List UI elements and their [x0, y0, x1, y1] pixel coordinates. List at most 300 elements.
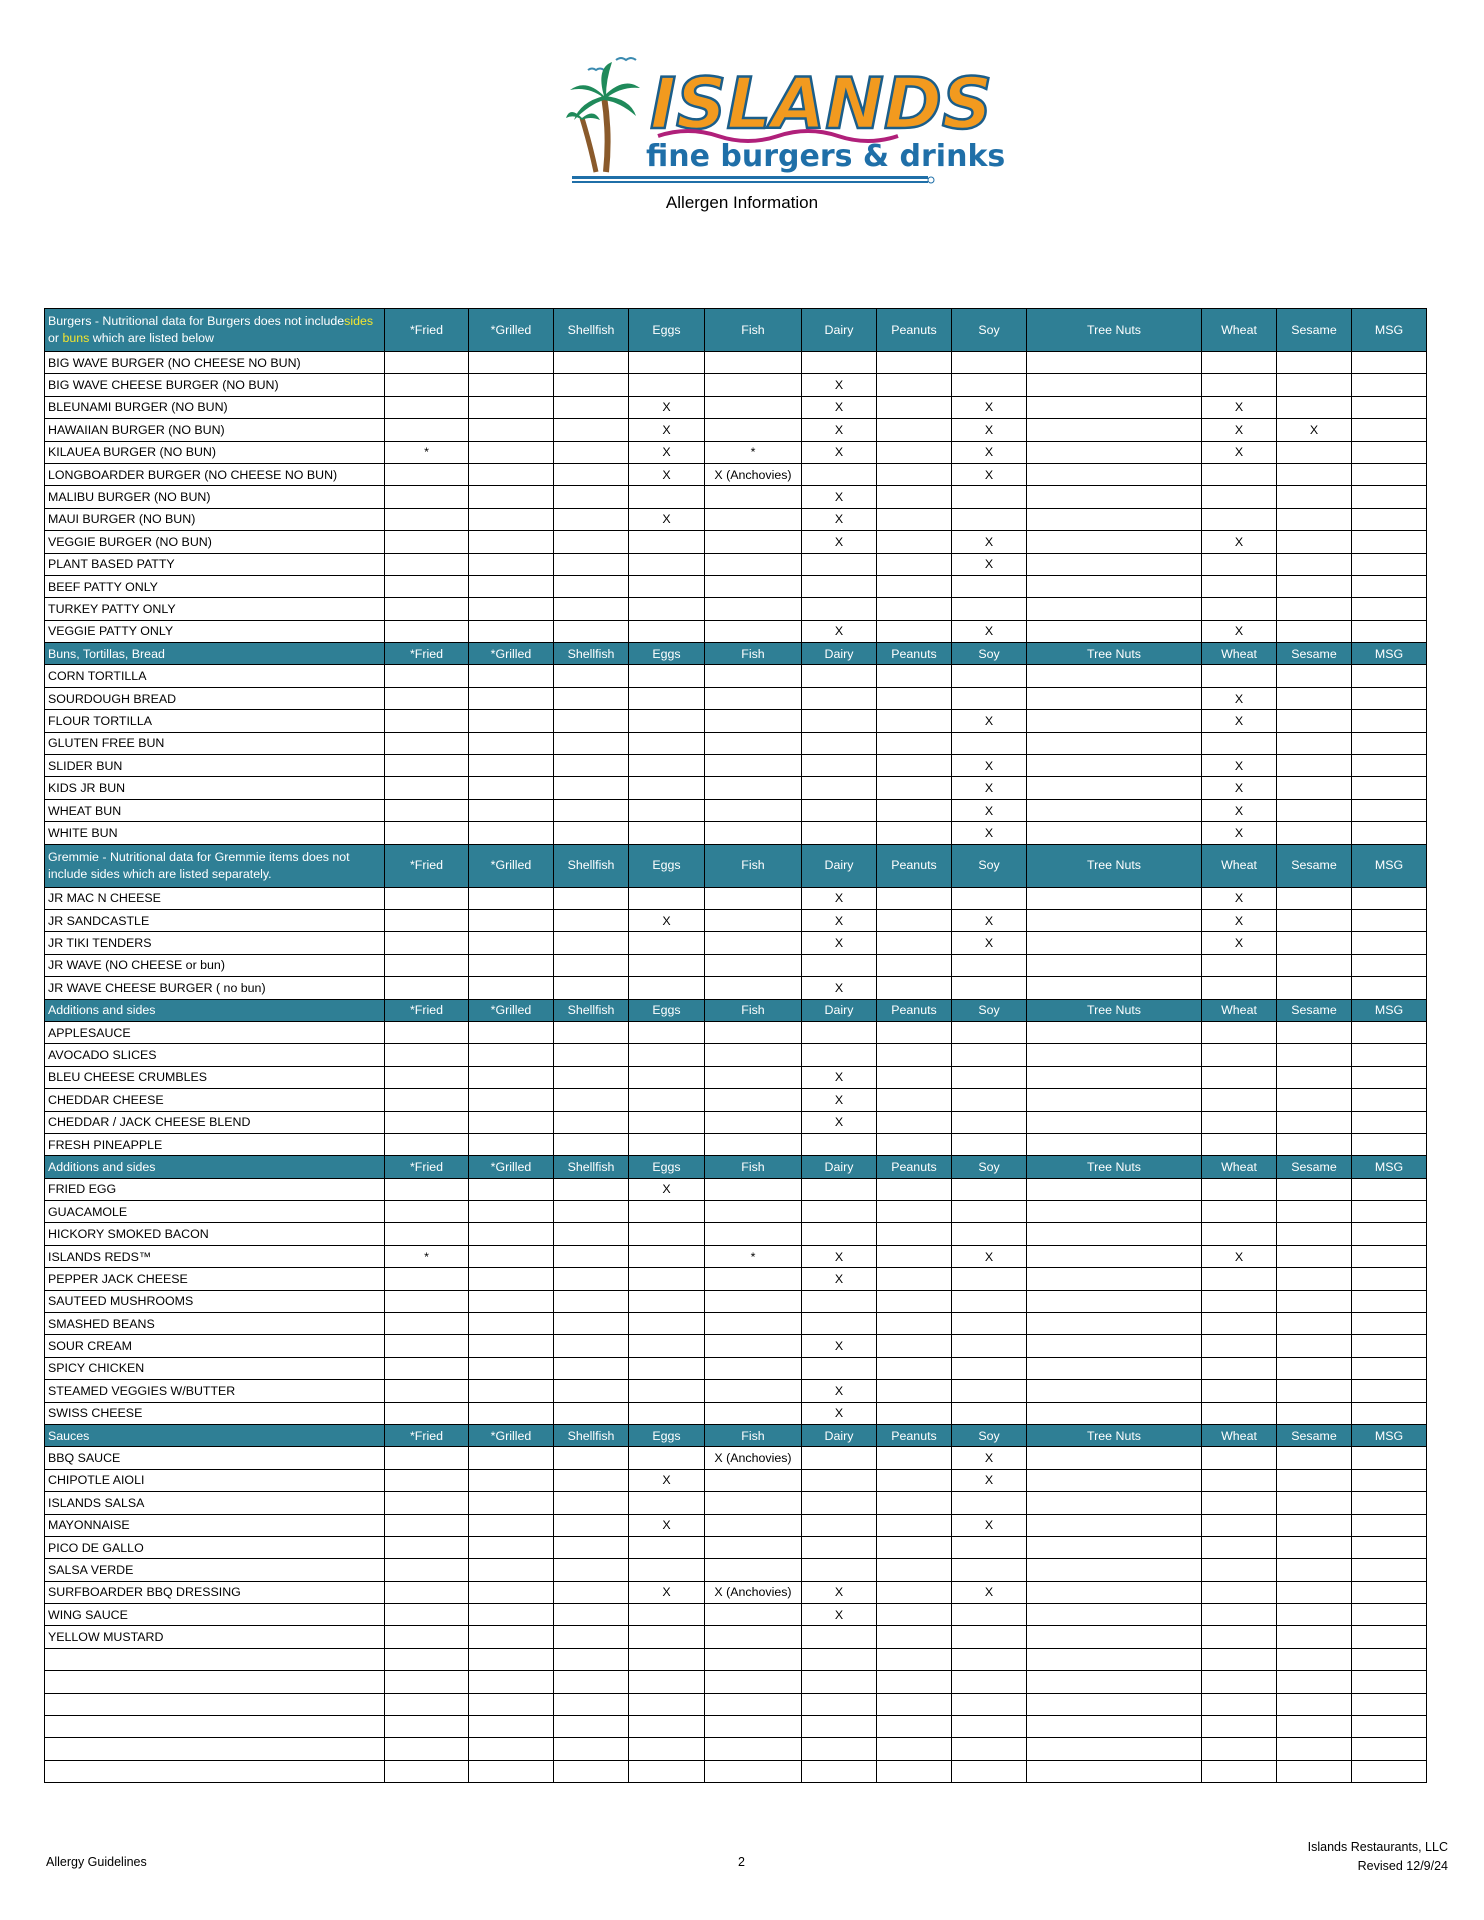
allergen-cell — [705, 665, 802, 687]
allergen-cell — [877, 441, 952, 463]
allergen-cell — [1027, 954, 1202, 976]
column-header: MSG — [1352, 309, 1427, 352]
allergen-cell — [1352, 1044, 1427, 1066]
allergen-cell — [1352, 954, 1427, 976]
item-name: JR WAVE (NO CHEESE or bun) — [45, 954, 385, 976]
allergen-cell — [1352, 1648, 1427, 1670]
allergen-cell — [1277, 598, 1352, 620]
page-number: 2 — [738, 1855, 745, 1869]
allergen-cell — [877, 1380, 952, 1402]
table-row — [45, 1111, 1427, 1133]
allergen-cell — [705, 486, 802, 508]
allergen-cell — [554, 374, 629, 396]
allergen-cell — [385, 1693, 469, 1715]
allergen-cell — [1027, 1089, 1202, 1111]
allergen-cell — [469, 1290, 554, 1312]
table-row — [45, 1716, 1427, 1738]
allergen-cell — [1027, 441, 1202, 463]
allergen-cell — [802, 1223, 877, 1245]
column-header: Sesame — [1277, 643, 1352, 665]
item-name: BLEU CHEESE CRUMBLES — [45, 1066, 385, 1088]
allergen-cell — [385, 1447, 469, 1469]
allergen-cell — [1352, 1178, 1427, 1200]
table-row — [45, 932, 1427, 954]
table-row — [45, 1693, 1427, 1715]
allergen-cell — [1027, 1648, 1202, 1670]
item-name: AVOCADO SLICES — [45, 1044, 385, 1066]
allergen-cell — [1277, 1133, 1352, 1155]
allergen-cell — [554, 1066, 629, 1088]
allergen-cell — [802, 463, 877, 485]
table-row — [45, 1268, 1427, 1290]
allergen-cell — [705, 1021, 802, 1043]
allergen-cell — [1352, 1223, 1427, 1245]
allergen-cell — [705, 1648, 802, 1670]
allergen-cell — [554, 755, 629, 777]
allergen-cell — [1027, 665, 1202, 687]
allergen-cell — [1277, 909, 1352, 931]
allergen-cell — [1277, 486, 1352, 508]
allergen-cell — [385, 1604, 469, 1626]
allergen-cell — [1352, 1335, 1427, 1357]
allergen-cell: X — [1202, 1245, 1277, 1267]
item-name — [45, 1648, 385, 1670]
allergen-cell: X — [952, 1447, 1027, 1469]
allergen-cell — [1352, 1313, 1427, 1335]
allergen-cell — [952, 1760, 1027, 1782]
allergen-cell — [952, 665, 1027, 687]
allergen-cell — [554, 396, 629, 418]
item-name: VEGGIE BURGER (NO BUN) — [45, 531, 385, 553]
allergen-cell — [1352, 1492, 1427, 1514]
allergen-cell — [385, 1044, 469, 1066]
allergen-cell — [629, 1313, 705, 1335]
allergen-cell — [1027, 687, 1202, 709]
item-name: SALSA VERDE — [45, 1559, 385, 1581]
allergen-cell — [629, 1716, 705, 1738]
allergen-cell — [385, 1357, 469, 1379]
allergen-cell — [1277, 1089, 1352, 1111]
allergen-cell — [469, 665, 554, 687]
allergen-cell — [952, 1335, 1027, 1357]
section-title-part: buns — [62, 331, 90, 345]
allergen-cell — [469, 932, 554, 954]
allergen-cell — [705, 1044, 802, 1066]
allergen-cell — [554, 1044, 629, 1066]
column-header: Peanuts — [877, 643, 952, 665]
allergen-cell — [1202, 1380, 1277, 1402]
allergen-cell — [705, 1357, 802, 1379]
allergen-cell — [1202, 1469, 1277, 1491]
section-title-part: Gremmie - Nutritional data for Gremmie items does not include sides which are listed separately. — [48, 849, 350, 881]
allergen-cell — [1277, 1044, 1352, 1066]
allergen-cell — [629, 710, 705, 732]
allergen-cell — [554, 531, 629, 553]
allergen-cell — [1352, 1066, 1427, 1088]
table-row — [45, 598, 1427, 620]
allergen-cell: X — [1202, 932, 1277, 954]
allergen-cell — [629, 1268, 705, 1290]
allergen-cell — [877, 1066, 952, 1088]
allergen-cell — [469, 1469, 554, 1491]
table-row — [45, 1044, 1427, 1066]
allergen-cell: X — [952, 553, 1027, 575]
allergen-cell — [1202, 1313, 1277, 1335]
column-header: Wheat — [1202, 844, 1277, 887]
allergen-cell — [554, 822, 629, 844]
allergen-cell — [629, 620, 705, 642]
allergen-cell — [469, 799, 554, 821]
column-header: *Fried — [385, 309, 469, 352]
allergen-cell — [554, 463, 629, 485]
allergen-cell — [802, 1201, 877, 1223]
allergen-cell — [1352, 1693, 1427, 1715]
allergen-cell: X — [952, 531, 1027, 553]
allergen-cell — [705, 352, 802, 374]
item-name: BLEUNAMI BURGER (NO BUN) — [45, 396, 385, 418]
allergen-cell — [1202, 665, 1277, 687]
allergen-cell — [877, 887, 952, 909]
allergen-cell — [629, 1133, 705, 1155]
allergen-cell — [1352, 374, 1427, 396]
allergen-cell — [877, 1021, 952, 1043]
allergen-cell — [952, 1738, 1027, 1760]
allergen-cell — [802, 1044, 877, 1066]
allergen-cell — [1277, 508, 1352, 530]
allergen-cell — [1352, 1760, 1427, 1782]
allergen-cell — [877, 1671, 952, 1693]
table-row — [45, 1648, 1427, 1670]
allergen-cell: X — [1202, 909, 1277, 931]
allergen-cell — [1202, 1693, 1277, 1715]
allergen-cell — [1352, 799, 1427, 821]
allergen-cell — [1277, 1357, 1352, 1379]
allergen-cell — [385, 1290, 469, 1312]
allergen-cell: X — [1202, 755, 1277, 777]
allergen-cell — [629, 1201, 705, 1223]
allergen-cell — [1352, 732, 1427, 754]
allergen-cell — [1352, 777, 1427, 799]
allergen-cell — [802, 1760, 877, 1782]
column-header: MSG — [1352, 844, 1427, 887]
allergen-cell — [952, 1380, 1027, 1402]
table-row — [45, 1760, 1427, 1782]
allergen-cell — [469, 463, 554, 485]
table-row — [45, 1066, 1427, 1088]
allergen-cell — [554, 1290, 629, 1312]
allergen-cell — [1352, 755, 1427, 777]
allergen-cell — [1352, 1671, 1427, 1693]
allergen-cell — [1202, 732, 1277, 754]
allergen-cell — [1352, 909, 1427, 931]
allergen-cell — [554, 508, 629, 530]
allergen-cell — [1277, 1335, 1352, 1357]
allergen-cell — [952, 887, 1027, 909]
allergen-cell: X — [629, 419, 705, 441]
column-header: Soy — [952, 1156, 1027, 1178]
allergen-cell — [554, 1201, 629, 1223]
allergen-cell — [1027, 419, 1202, 441]
allergen-cell — [385, 732, 469, 754]
allergen-cell — [1027, 1536, 1202, 1558]
allergen-cell: X — [629, 1514, 705, 1536]
allergen-cell — [629, 665, 705, 687]
column-header: Wheat — [1202, 309, 1277, 352]
table-row — [45, 777, 1427, 799]
allergen-cell: X — [952, 777, 1027, 799]
allergen-cell — [802, 687, 877, 709]
item-name — [45, 1671, 385, 1693]
allergen-cell — [1352, 1089, 1427, 1111]
allergen-cell — [629, 1492, 705, 1514]
allergen-cell — [705, 1402, 802, 1424]
allergen-cell — [1277, 1514, 1352, 1536]
allergen-cell — [1277, 463, 1352, 485]
allergen-cell — [1202, 1335, 1277, 1357]
allergen-cell — [469, 1044, 554, 1066]
allergen-cell: X — [629, 909, 705, 931]
allergen-cell — [1202, 463, 1277, 485]
allergen-cell — [705, 374, 802, 396]
item-name: MAUI BURGER (NO BUN) — [45, 508, 385, 530]
allergen-cell — [877, 1178, 952, 1200]
allergen-cell: X — [952, 1469, 1027, 1491]
allergen-cell — [802, 954, 877, 976]
column-header: Peanuts — [877, 1156, 952, 1178]
allergen-cell — [1352, 1626, 1427, 1648]
allergen-cell — [1277, 1760, 1352, 1782]
allergen-cell — [629, 1066, 705, 1088]
allergen-cell — [554, 1245, 629, 1267]
allergen-cell: X — [802, 1245, 877, 1267]
allergen-cell — [877, 1201, 952, 1223]
allergen-cell — [877, 1089, 952, 1111]
allergen-cell — [554, 553, 629, 575]
allergen-cell — [1352, 1021, 1427, 1043]
allergen-cell — [554, 1111, 629, 1133]
allergen-cell — [802, 665, 877, 687]
allergen-cell — [385, 463, 469, 485]
allergen-cell — [705, 1671, 802, 1693]
allergen-cell — [1027, 1738, 1202, 1760]
allergen-cell — [802, 799, 877, 821]
allergen-cell — [469, 508, 554, 530]
allergen-cell — [1277, 1738, 1352, 1760]
allergen-cell: X — [629, 441, 705, 463]
allergen-cell — [1352, 441, 1427, 463]
allergen-cell — [877, 463, 952, 485]
column-header: Dairy — [802, 1156, 877, 1178]
allergen-cell — [1027, 598, 1202, 620]
allergen-cell — [629, 1245, 705, 1267]
allergen-cell — [1352, 419, 1427, 441]
column-header: Eggs — [629, 1424, 705, 1446]
allergen-cell — [629, 799, 705, 821]
allergen-cell — [1352, 887, 1427, 909]
company-name: Islands Restaurants, LLC — [1307, 1840, 1448, 1854]
item-name: SOUR CREAM — [45, 1335, 385, 1357]
allergen-cell — [1277, 1402, 1352, 1424]
allergen-table — [44, 308, 1427, 1783]
allergen-cell — [877, 1044, 952, 1066]
allergen-cell: X — [629, 1178, 705, 1200]
allergen-cell — [1277, 1021, 1352, 1043]
allergen-cell — [705, 1716, 802, 1738]
allergen-cell — [1027, 1402, 1202, 1424]
allergen-cell — [1352, 1133, 1427, 1155]
column-header: Tree Nuts — [1027, 1156, 1202, 1178]
allergen-cell — [877, 575, 952, 597]
table-row — [45, 1335, 1427, 1357]
allergen-cell: X — [1202, 822, 1277, 844]
table-row — [45, 396, 1427, 418]
allergen-cell — [705, 710, 802, 732]
allergen-cell — [1027, 1201, 1202, 1223]
allergen-cell — [877, 396, 952, 418]
column-header: Fish — [705, 844, 802, 887]
allergen-cell — [385, 1648, 469, 1670]
allergen-cell — [705, 1066, 802, 1088]
allergen-cell — [877, 1760, 952, 1782]
allergen-cell — [385, 1581, 469, 1603]
allergen-cell: X — [1202, 777, 1277, 799]
column-header: Fish — [705, 643, 802, 665]
allergen-cell — [1202, 1671, 1277, 1693]
allergen-cell: X — [1202, 687, 1277, 709]
allergen-cell — [1202, 1290, 1277, 1312]
allergen-cell — [469, 1133, 554, 1155]
allergen-cell — [629, 687, 705, 709]
table-row — [45, 887, 1427, 909]
allergen-cell — [1352, 1268, 1427, 1290]
table-row — [45, 977, 1427, 999]
allergen-cell — [629, 1335, 705, 1357]
allergen-cell — [1277, 954, 1352, 976]
allergen-cell: X — [802, 374, 877, 396]
allergen-cell — [1352, 486, 1427, 508]
column-header: *Fried — [385, 1424, 469, 1446]
allergen-cell — [705, 1335, 802, 1357]
table-row — [45, 732, 1427, 754]
allergen-cell: X — [802, 531, 877, 553]
item-name: GUACAMOLE — [45, 1201, 385, 1223]
allergen-cell — [1277, 1693, 1352, 1715]
allergen-cell — [877, 1738, 952, 1760]
item-name: VEGGIE PATTY ONLY — [45, 620, 385, 642]
allergen-cell — [877, 1581, 952, 1603]
column-header: Dairy — [802, 1424, 877, 1446]
allergen-cell — [705, 977, 802, 999]
item-name: LONGBOARDER BURGER (NO CHEESE NO BUN) — [45, 463, 385, 485]
allergen-cell — [469, 1089, 554, 1111]
table-row — [45, 352, 1427, 374]
allergen-cell — [877, 732, 952, 754]
allergen-cell: X — [1202, 799, 1277, 821]
allergen-cell — [705, 620, 802, 642]
allergen-cell — [1027, 909, 1202, 931]
column-header: Peanuts — [877, 1424, 952, 1446]
allergen-cell: X — [629, 1469, 705, 1491]
allergen-cell — [1352, 1514, 1427, 1536]
allergen-cell — [554, 575, 629, 597]
allergen-cell — [469, 1335, 554, 1357]
allergen-cell — [385, 1559, 469, 1581]
allergen-cell — [1027, 1693, 1202, 1715]
column-header: Tree Nuts — [1027, 1424, 1202, 1446]
allergen-cell: X — [952, 799, 1027, 821]
column-header: Sesame — [1277, 309, 1352, 352]
allergen-cell — [952, 508, 1027, 530]
allergen-cell: X — [952, 620, 1027, 642]
column-header: *Grilled — [469, 1424, 554, 1446]
allergen-cell — [554, 1223, 629, 1245]
item-name: KIDS JR BUN — [45, 777, 385, 799]
item-name: WHEAT BUN — [45, 799, 385, 821]
allergen-cell — [1277, 1604, 1352, 1626]
allergen-cell — [705, 419, 802, 441]
allergen-cell — [469, 1357, 554, 1379]
table-row — [45, 1559, 1427, 1581]
allergen-cell — [385, 1402, 469, 1424]
column-header: Tree Nuts — [1027, 309, 1202, 352]
allergen-cell — [554, 1716, 629, 1738]
allergen-cell: X — [802, 909, 877, 931]
allergen-cell — [952, 575, 1027, 597]
column-header: Sesame — [1277, 1424, 1352, 1446]
column-header: Shellfish — [554, 1424, 629, 1446]
allergen-cell — [802, 1716, 877, 1738]
allergen-cell — [1277, 1201, 1352, 1223]
allergen-cell — [1277, 553, 1352, 575]
allergen-cell — [705, 1223, 802, 1245]
allergen-cell — [1352, 620, 1427, 642]
allergen-cell: X — [952, 909, 1027, 931]
allergen-cell — [705, 1738, 802, 1760]
allergen-cell — [469, 620, 554, 642]
allergen-cell — [385, 932, 469, 954]
allergen-cell — [705, 732, 802, 754]
item-name: CHIPOTLE AIOLI — [45, 1469, 385, 1491]
column-header: Peanuts — [877, 999, 952, 1021]
allergen-cell — [554, 1514, 629, 1536]
allergen-cell — [385, 1178, 469, 1200]
item-name: HAWAIIAN BURGER (NO BUN) — [45, 419, 385, 441]
allergen-cell — [1027, 1604, 1202, 1626]
item-name: SMASHED BEANS — [45, 1313, 385, 1335]
item-name: JR SANDCASTLE — [45, 909, 385, 931]
allergen-cell — [952, 352, 1027, 374]
table-row — [45, 755, 1427, 777]
item-name: FRESH PINEAPPLE — [45, 1133, 385, 1155]
allergen-cell — [1202, 1402, 1277, 1424]
allergen-cell — [629, 1402, 705, 1424]
table-row — [45, 1245, 1427, 1267]
allergen-cell — [802, 575, 877, 597]
allergen-cell — [1027, 1671, 1202, 1693]
item-name: CHEDDAR CHEESE — [45, 1089, 385, 1111]
allergen-cell — [1202, 486, 1277, 508]
allergen-cell — [385, 1514, 469, 1536]
allergen-cell — [802, 1514, 877, 1536]
allergen-cell — [952, 977, 1027, 999]
allergen-cell — [1277, 1671, 1352, 1693]
allergen-cell — [1027, 396, 1202, 418]
item-name: TURKEY PATTY ONLY — [45, 598, 385, 620]
allergen-cell — [877, 1133, 952, 1155]
allergen-cell: X — [952, 710, 1027, 732]
allergen-cell: X — [952, 396, 1027, 418]
item-name: WHITE BUN — [45, 822, 385, 844]
